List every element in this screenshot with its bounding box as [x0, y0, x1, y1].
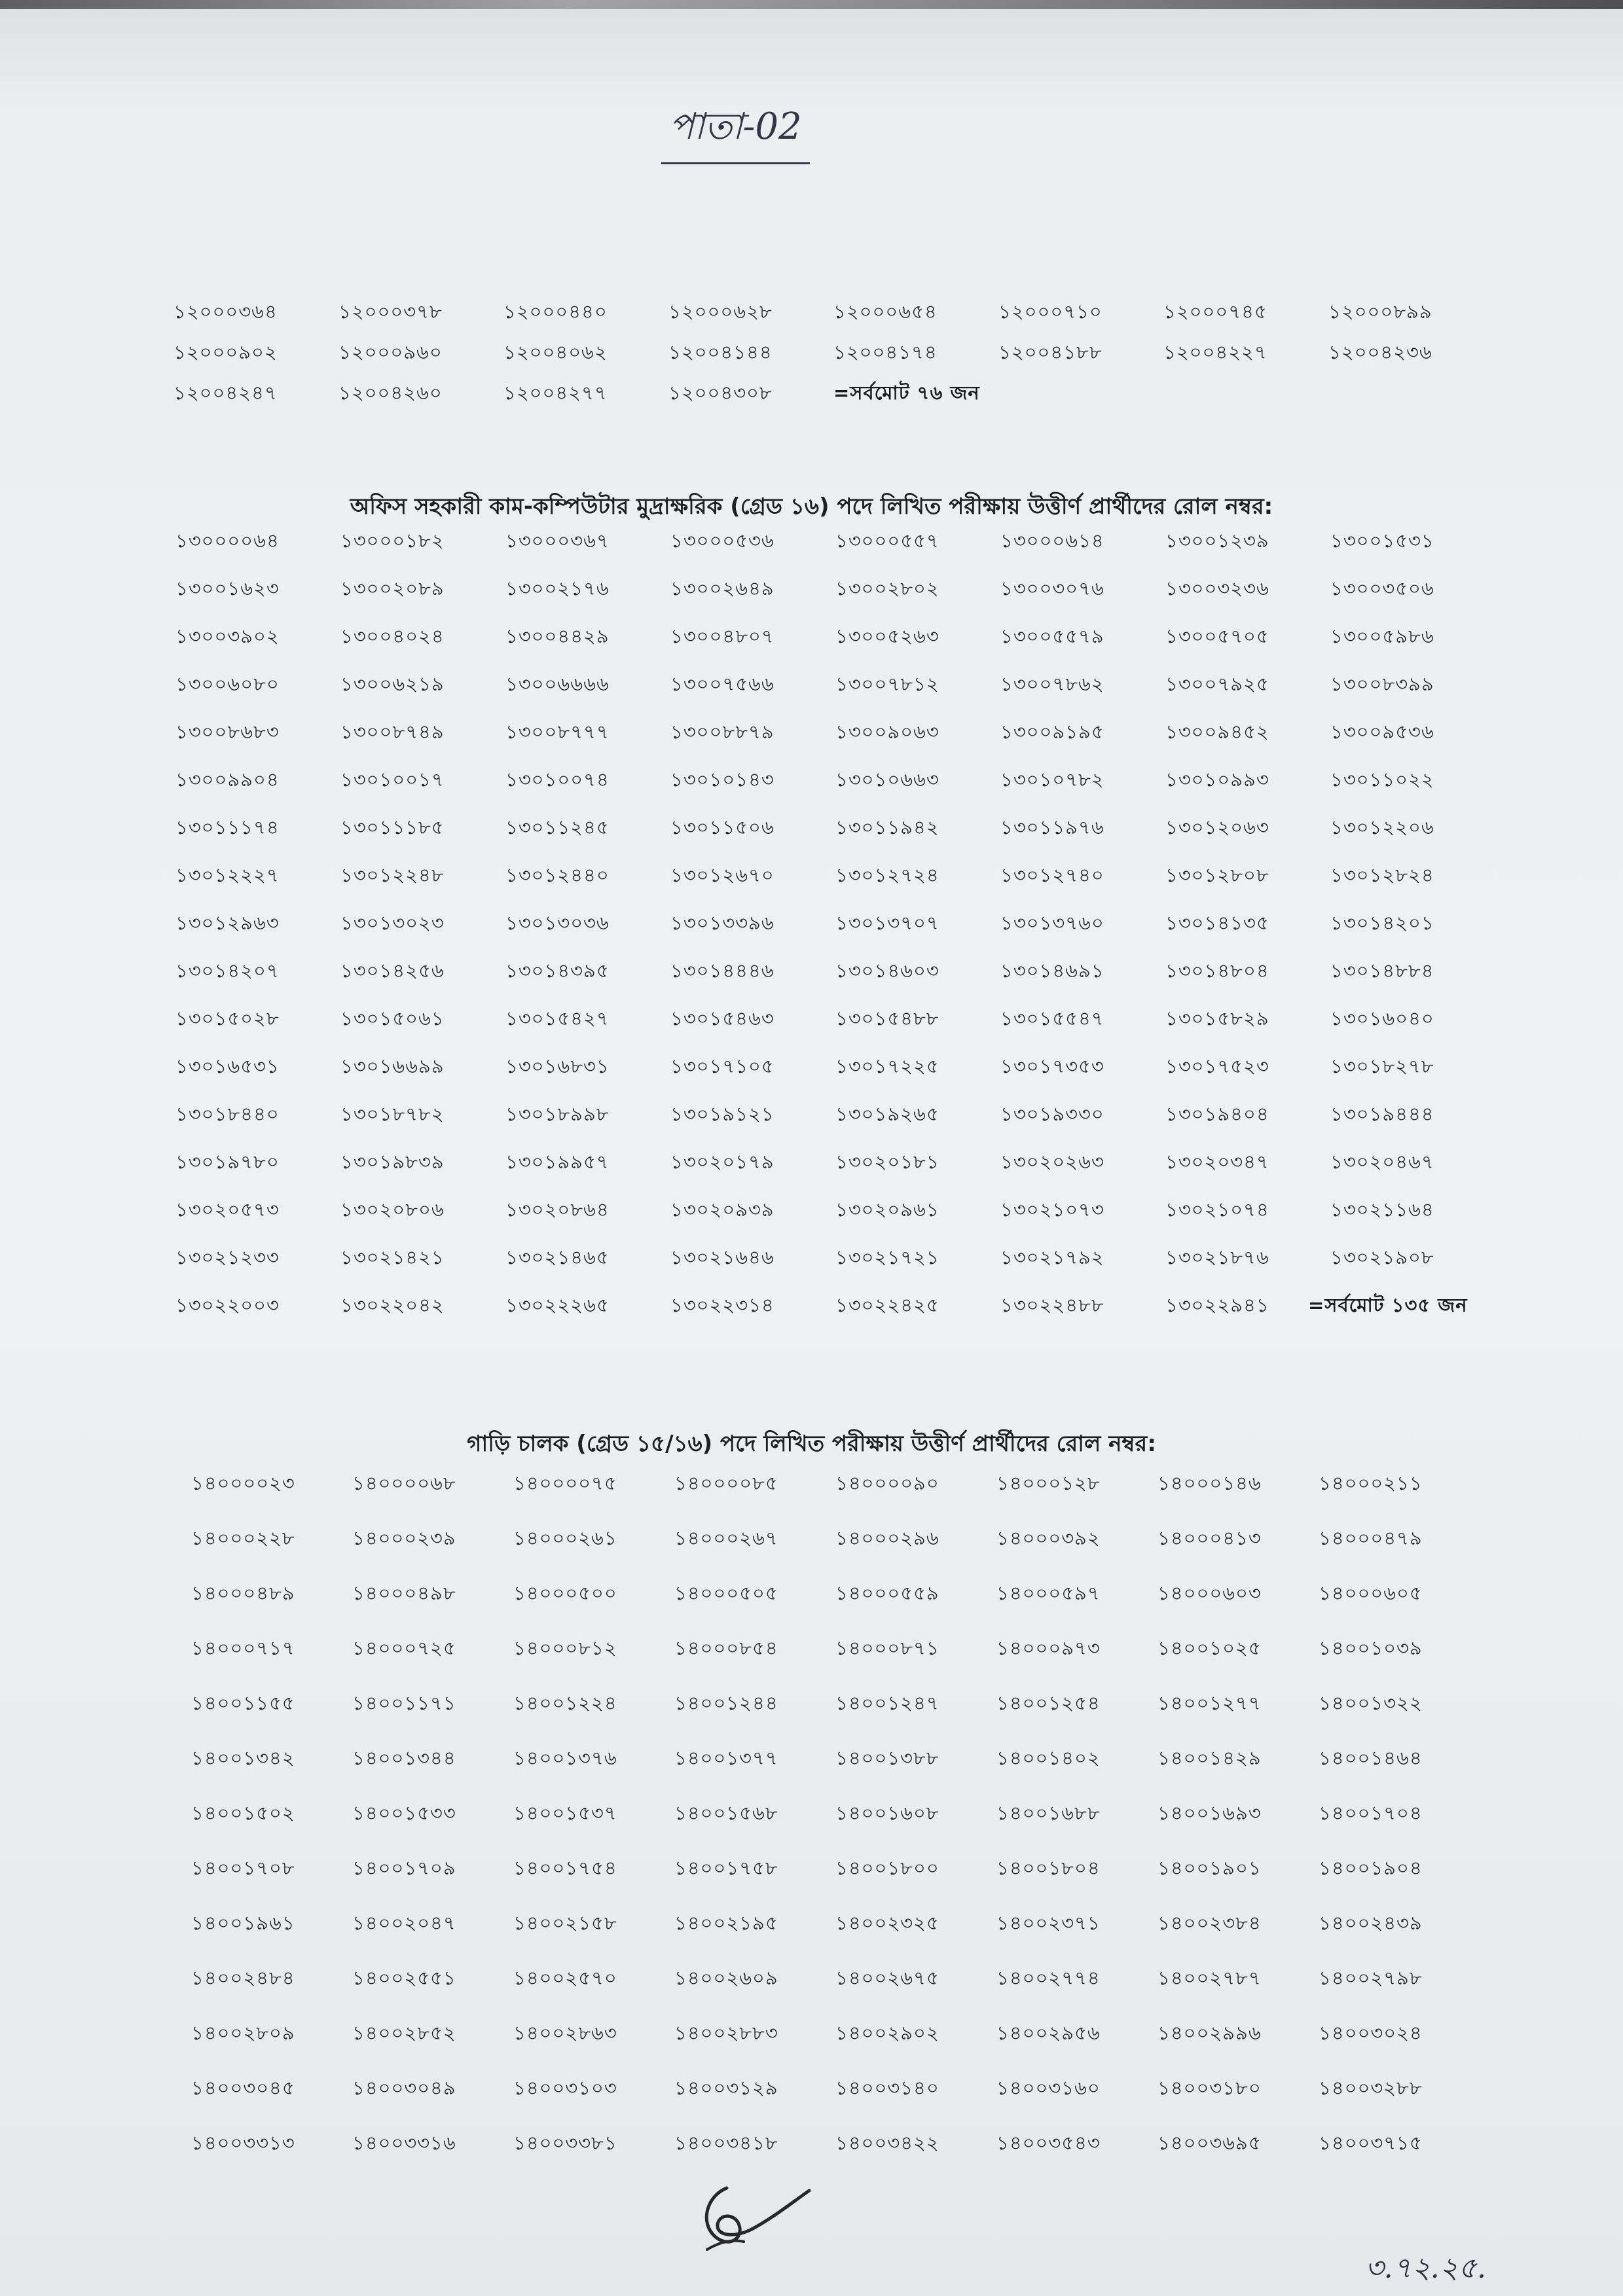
roll-number: ১৩০১৪২০৭: [175, 960, 280, 982]
roll-number: ১৩০২২০৪২: [340, 1294, 445, 1316]
roll-number: ১৪০০১১৭১: [352, 1692, 456, 1714]
roll-number: ১৪০০১১৫৫: [191, 1692, 295, 1714]
roll-number-grid: [191, 1474, 1480, 2189]
roll-number: ১৪০০০৪৭৯: [1319, 1527, 1423, 1549]
roll-number: ১৩০০৯৪৫২: [1165, 721, 1269, 743]
roll-number: ১৪০০২৩৮৪: [1158, 1912, 1262, 1934]
roll-number: ১৪০০১৪০২: [996, 1747, 1101, 1769]
roll-number: ১৩০০১৫৩১: [1330, 529, 1434, 552]
roll-number: ১৩০০০৫৫৭: [835, 529, 939, 552]
roll-number: ১৩০১৫৪৬৩: [670, 1007, 775, 1030]
roll-number: ১৪০০১৯৬১: [191, 1912, 295, 1934]
roll-number: ১৪০০১৪২৯: [1158, 1747, 1262, 1769]
roll-number: ১৪০০০৮১২: [513, 1637, 617, 1659]
roll-number: ১৪০০৩৪১৮: [674, 2132, 778, 2154]
roll-number: ১৩০১১৯৪২: [835, 816, 939, 838]
roll-number: ১২০০৪১৭৪: [833, 341, 938, 363]
roll-number: ১৩০০৮৭৭৭: [505, 721, 610, 743]
roll-number: ১৪০০৩২৮৮: [1319, 2077, 1423, 2099]
roll-number: ১৪০০২৭৭৪: [996, 1967, 1101, 1989]
roll-number: ১৪০০২৭৮৭: [1158, 1967, 1262, 1989]
roll-number: ১২০০০৭১০: [998, 300, 1103, 323]
roll-number: ১৪০০১২৪৭: [835, 1692, 939, 1714]
roll-number: ১২০০৪১৪৪: [668, 341, 773, 363]
roll-number: ১২০০০৮৯৯: [1328, 300, 1432, 323]
roll-number: ১২০০৪২৩৬: [1328, 341, 1432, 363]
roll-number: ১৪০০২৪৩৯: [1319, 1912, 1423, 1934]
roll-number: ১৩০১৭২২৫: [835, 1055, 939, 1077]
roll-number: ১৩০০৯৯০৪: [175, 768, 280, 791]
roll-number: ১৪০০৩৩১৬: [352, 2132, 456, 2154]
roll-number: ১৪০০৩১৬০: [996, 2077, 1101, 2099]
roll-number: ১৩০১২৬৭০: [670, 864, 775, 886]
roll-number: ১৪০০০০৭৫: [513, 1472, 617, 1494]
roll-number: ১৩০০০০৬৪: [175, 529, 280, 552]
roll-number: ১২০০৪২৪৭: [173, 382, 278, 404]
roll-number: ১৪০০১৬৯৩: [1158, 1802, 1262, 1824]
roll-number: ১৩০২১৮৭৬: [1165, 1246, 1269, 1268]
roll-number: ১৪০০৩১২৯: [674, 2077, 778, 2099]
roll-number: ১৩০১০৬৬৩: [835, 768, 939, 791]
roll-number: ১৩০২১১৬৪: [1330, 1198, 1434, 1221]
roll-number: ১৪০০২৩৭১: [996, 1912, 1101, 1934]
roll-number: ১৩০১৯৯৫৭: [505, 1151, 610, 1173]
roll-number: ১৩০২০৯৩৯: [670, 1198, 775, 1221]
roll-number: ১৪০০০৪১৩: [1158, 1527, 1262, 1549]
roll-number: ১৩০২২৯৪১: [1165, 1294, 1269, 1316]
roll-number: ১৩০১৬৮৩১: [505, 1055, 610, 1077]
roll-number: ১৪০০১০৩৯: [1319, 1637, 1423, 1659]
roll-number: ১৩০২১৭৯২: [1000, 1246, 1104, 1268]
roll-number: ১২০০০৭৪৫: [1163, 300, 1267, 323]
roll-number: ১৩০১৪২৫৬: [340, 960, 445, 982]
roll-number: ১৩০২০৯৬১: [835, 1198, 939, 1221]
roll-number: ১৩০০৫৫৭৯: [1000, 625, 1104, 647]
roll-number: ১৩০১৯২৬৫: [835, 1103, 939, 1125]
roll-number: ১৪০০০২২৮: [191, 1527, 295, 1549]
roll-number: ১৩০২১২৩৩: [175, 1246, 280, 1268]
roll-number: ১৩০০৬০৮০: [175, 673, 280, 695]
roll-number: ১৪০০১৩৮৮: [835, 1747, 939, 1769]
roll-number: ১৪০০১৭০৯: [352, 1857, 456, 1879]
roll-number: ১৪০০২১৫৮: [513, 1912, 617, 1934]
roll-number: ১৩০১১২৪৫: [505, 816, 610, 838]
roll-number: ১৪০০৩০৪৯: [352, 2077, 456, 2099]
roll-number: ১৪০০০৫৯৭: [996, 1582, 1101, 1604]
roll-number: ১৪০০০১৪৬: [1158, 1472, 1262, 1494]
roll-number: ১৩০০৮৭৪৯: [340, 721, 445, 743]
roll-number: ১৩০১৪২০১: [1330, 912, 1434, 934]
roll-number: ১৪০০১৩৪২: [191, 1747, 295, 1769]
roll-number: ১৩০১৩০৩৬: [505, 912, 610, 934]
roll-number: ১৩০০৫৯৮৬: [1330, 625, 1434, 647]
roll-number: ১৪০০০২৬১: [513, 1527, 617, 1549]
roll-number: ১৪০০০০৯০: [835, 1472, 939, 1494]
roll-number: ১৩০২১৬৪৬: [670, 1246, 775, 1268]
roll-number: ১৪০০১৭৫৮: [674, 1857, 778, 1879]
roll-number: ১৩০২০৮০৬: [340, 1198, 445, 1221]
roll-number: ১৩০১৪৮৮৪: [1330, 960, 1434, 982]
roll-number: ১৪০০১৯০১: [1158, 1857, 1262, 1879]
roll-number: ১৪০০০৪৮৯: [191, 1582, 295, 1604]
roll-number: ১৩০২১৭২১: [835, 1246, 939, 1268]
roll-number: ১৩০১৪৬০৩: [835, 960, 939, 982]
roll-number: ১৩০১৬৫৩১: [175, 1055, 280, 1077]
roll-number: ১২০০০৩৬৪: [173, 300, 278, 323]
roll-number: ১৩০২২৪২৫: [835, 1294, 939, 1316]
roll-number: ১৪০০২৩২৫: [835, 1912, 939, 1934]
roll-number: ১৩০১৭৩৫৩: [1000, 1055, 1104, 1077]
roll-number: ১৩০১২৭২৪: [835, 864, 939, 886]
roll-number: ১৩০২০৫৭৩: [175, 1198, 280, 1221]
roll-number: ১৩০২২২৬৫: [505, 1294, 610, 1316]
roll-number: ১৪০০১৭০৮: [191, 1857, 295, 1879]
roll-number: ১৪০০৩০৪৫: [191, 2077, 295, 2099]
roll-number: ১২০০০৩৭৮: [338, 300, 443, 323]
roll-number: ১৩০১৮২৭৮: [1330, 1055, 1434, 1077]
roll-number: ১৩০১১৯৭৬: [1000, 816, 1104, 838]
roll-number: ১৪০০০২১১: [1319, 1472, 1423, 1494]
roll-number: ১৩০১২২২৭: [175, 864, 280, 886]
roll-number: ১৩০১৩৩৯৬: [670, 912, 775, 934]
roll-number: ১৩০০০৬১৪: [1000, 529, 1104, 552]
roll-number: ১৩০১১০২২: [1330, 768, 1434, 791]
roll-number: ১৪০০১০২৫: [1158, 1637, 1262, 1659]
roll-number: ১২০০০৬২৮: [668, 300, 773, 323]
roll-number: ১২০০০৯৬০: [338, 341, 443, 363]
roll-number: ১৩০১২৭৪০: [1000, 864, 1104, 886]
roll-number: ১৪০০১৭৫৪: [513, 1857, 617, 1879]
roll-number: ১৩০২২০০৩: [175, 1294, 280, 1316]
roll-number: ১৩০১১৫০৬: [670, 816, 775, 838]
roll-number: ১৪০০৩১৪০: [835, 2077, 939, 2099]
roll-number: ১৩০১৫৫৪৭: [1000, 1007, 1104, 1030]
roll-number: ১৩০০২১৭৬: [505, 577, 610, 600]
roll-number: ১৩০১৪৬৯১: [1000, 960, 1104, 982]
roll-number: ১৪০০২৮৮৩: [674, 2022, 778, 2044]
roll-number: ১৪০০২৮৫২: [352, 2022, 456, 2044]
roll-number: ১৩০০৪৮০৭: [670, 625, 775, 647]
roll-number: ১৩০০২৮০২: [835, 577, 939, 600]
handwritten-date: ৩.৭২.২৫.: [1365, 2251, 1486, 2285]
roll-number: ১৩০০৭৮৬২: [1000, 673, 1104, 695]
roll-number: ১৩০১৩৭০৭: [835, 912, 939, 934]
section-heading: গাড়ি চালক (গ্রেড ১৫/১৬) পদে লিখিত পরীক্ষায় উত্তীর্ণ প্রার্থীদের রোল নম্বর:: [467, 1431, 1156, 1457]
roll-number: ১৪০০২৫৭০: [513, 1967, 617, 1989]
roll-number: ১৩০২০২৬৩: [1000, 1151, 1104, 1173]
roll-number: ১৪০০০৫০০: [513, 1582, 617, 1604]
roll-number: ১৪০০১২৪৪: [674, 1692, 778, 1714]
roll-number: ১৪০০১৫০২: [191, 1802, 295, 1824]
roll-number: ১৪০০২৮৬৩: [513, 2022, 617, 2044]
roll-number: ১৩০১২৯৬৩: [175, 912, 280, 934]
roll-number: ১৪০০১৮০৪: [996, 1857, 1101, 1879]
roll-number: ১৪০০৩১০৩: [513, 2077, 617, 2099]
roll-number: ১২০০০৯০২: [173, 341, 278, 363]
handwritten-signature: [681, 2176, 812, 2258]
roll-number: ১৪০০০৫০৫: [674, 1582, 778, 1604]
roll-number: ১২০০০৪৪০: [503, 300, 608, 323]
roll-number: ১৩০২০১৭৯: [670, 1151, 775, 1173]
roll-number: ১৩০১২৮২৪: [1330, 864, 1434, 886]
roll-number: ১৩০১১১৮৫: [340, 816, 445, 838]
roll-number: ১৩০১৯৮৩৯: [340, 1151, 445, 1173]
roll-number: ১৪০০২১৯৫: [674, 1912, 778, 1934]
roll-number-grid: [173, 302, 1493, 424]
roll-number: ১৩০১০০১৭: [340, 768, 445, 791]
roll-number: ১৩০০৬২১৯: [340, 673, 445, 695]
roll-number: ১৪০০২৭৯৮: [1319, 1967, 1423, 1989]
roll-number: ১৩০০২০৮৯: [340, 577, 445, 600]
roll-number: ১৩০১৪৪৪৬: [670, 960, 775, 982]
roll-number: ১৩০১৩৭৬০: [1000, 912, 1104, 934]
roll-number: ১৩০১৯৭৮০: [175, 1151, 280, 1173]
roll-number: ১৩০০২৬৪৯: [670, 577, 775, 600]
roll-number: ১৪০০১৮০০: [835, 1857, 939, 1879]
roll-number: ১৪০০১৩৪৪: [352, 1747, 456, 1769]
roll-number: ১৪০০০৮৫৪: [674, 1637, 778, 1659]
roll-number: ১২০০৪৩০৮: [668, 382, 773, 404]
roll-number: ১৩০১৮৪৪০: [175, 1103, 280, 1125]
roll-number: ১৪০০৩১৮০: [1158, 2077, 1262, 2099]
roll-number: ১৩০১৫০২৮: [175, 1007, 280, 1030]
roll-number: ১৪০০১৫৬৮: [674, 1802, 778, 1824]
roll-number: ১৩০০৯০৬৩: [835, 721, 939, 743]
roll-number: ১৩০১৬০৪০: [1330, 1007, 1434, 1030]
roll-number: ১৩০০০৩৬৭: [505, 529, 610, 552]
roll-number: ১৪০০০৮৭১: [835, 1637, 939, 1659]
roll-number: ১৪০০০৩৯২: [996, 1527, 1101, 1549]
roll-number: ১৩০১৫৪২৭: [505, 1007, 610, 1030]
roll-number: ১২০০৪২৭৭: [503, 382, 608, 404]
roll-number: ১৩০১৯৪৪৪: [1330, 1103, 1434, 1125]
roll-number: ১৩০১৪৩৯৫: [505, 960, 610, 982]
roll-number: ১৪০০১৩৭৭: [674, 1747, 778, 1769]
roll-number: ১৩০২০৪৬৭: [1330, 1151, 1434, 1173]
roll-number: ১৪০০০২৬৭: [674, 1527, 778, 1549]
roll-number: ১২০০৪০৬২: [503, 341, 608, 363]
roll-number: ১২০০৪২৬০: [338, 382, 443, 404]
roll-number: ১৩০১৫৪৮৮: [835, 1007, 939, 1030]
roll-number: ১৩০১০৯৯৩: [1165, 768, 1269, 791]
roll-number: ১৪০০০৭২৫: [352, 1637, 456, 1659]
roll-number: ১৪০০১৬৮৮: [996, 1802, 1101, 1824]
roll-number: ১৪০০১৯০৪: [1319, 1857, 1423, 1879]
roll-number: ১৪০০০৪৯৮: [352, 1582, 456, 1604]
section-heading: অফিস সহকারী কাম-কম্পিউটার মুদ্রাক্ষরিক (গ্রেড ১৬) পদে লিখিত পরীক্ষায় উত্তীর্ণ প্রার্থীদের রোল নম্বর:: [350, 493, 1273, 520]
roll-number: ১৩০২১৯০৮: [1330, 1246, 1434, 1268]
roll-number: ১৩০১০১৪৩: [670, 768, 775, 791]
roll-number: ১৪০০০৬০৩: [1158, 1582, 1262, 1604]
roll-number: ১৩০০১৬২৩: [175, 577, 280, 600]
roll-number: ১৪০০১৩৭৬: [513, 1747, 617, 1769]
roll-number: ১৩০০৭৯২৫: [1165, 673, 1269, 695]
roll-number: ১৪০০০২৯৬: [835, 1527, 939, 1549]
roll-number: ১৩০২১৪২১: [340, 1246, 445, 1268]
roll-number: ১৩০১২০৬৩: [1165, 816, 1269, 838]
roll-number: ১৪০০২৯৯৬: [1158, 2022, 1262, 2044]
roll-number: ১৩০২২৪৮৮: [1000, 1294, 1104, 1316]
roll-number: ১৩০১৯১২১: [670, 1103, 775, 1125]
roll-number: ১৩০০৩২৩৬: [1165, 577, 1269, 600]
roll-number: ১৩০০৮৮৭৯: [670, 721, 775, 743]
page-number-label: পাতা-02: [661, 98, 810, 164]
total-count: =সর্বমোট ১৩৫ জন: [1308, 1294, 1468, 1316]
roll-number: ১৩০১৪১৩৫: [1165, 912, 1269, 934]
roll-number: ১৩০১৪৮০৪: [1165, 960, 1269, 982]
roll-number: ১৪০০১৪৬৪: [1319, 1747, 1423, 1769]
roll-number: ১৩০১৫০৬১: [340, 1007, 445, 1030]
roll-number: ১২০০৪১৮৮: [998, 341, 1103, 363]
roll-number: ১৪০০০৫৫৯: [835, 1582, 939, 1604]
roll-number: ১৩০২১৪৬৫: [505, 1246, 610, 1268]
roll-number: ১৪০০১২৭৭: [1158, 1692, 1262, 1714]
roll-number: ১৩০১৭৫২৩: [1165, 1055, 1269, 1077]
roll-number: ১৪০০২৮০৯: [191, 2022, 295, 2044]
roll-number: ১৪০০০২৩৯: [352, 1527, 456, 1549]
roll-number: ১৩০১৩০২৩: [340, 912, 445, 934]
roll-number: ১৩০২২৩১৪: [670, 1294, 775, 1316]
roll-number: ১৩০০০৫৩৬: [670, 529, 775, 552]
roll-number: ১৪০০৩৪২২: [835, 2132, 939, 2154]
roll-number: ১৪০০১৩২২: [1319, 1692, 1423, 1714]
roll-number: ১৩০০৮৬৮৩: [175, 721, 280, 743]
roll-number: ১৪০০১৬০৮: [835, 1802, 939, 1824]
roll-number: ১৩০২১০৭৩: [1000, 1198, 1104, 1221]
roll-number: ১৪০০৩৫৪৩: [996, 2132, 1101, 2154]
roll-number: ১৩০১৫৮২৯: [1165, 1007, 1269, 1030]
roll-number: ১৩০০৭৮১২: [835, 673, 939, 695]
roll-number: ১৩০১২২৪৮: [340, 864, 445, 886]
roll-number: ১৩০২০৩৪৭: [1165, 1151, 1269, 1173]
roll-number: ১৩০১৬৬৯৯: [340, 1055, 445, 1077]
roll-number: ১২০০৪২২৭: [1163, 341, 1267, 363]
roll-number: ১৪০০৩৩১৩: [191, 2132, 295, 2154]
roll-number: ১৩০০৩০৭৬: [1000, 577, 1104, 600]
roll-number: ১৩০০৬৬৬৬: [505, 673, 610, 695]
roll-number: ১৪০০১২৫৪: [996, 1692, 1101, 1714]
photo-top-edge: [0, 0, 1623, 9]
roll-number: ১৩০১৮৯৯৮: [505, 1103, 610, 1125]
roll-number: ১৩০১৯৪০৪: [1165, 1103, 1269, 1125]
roll-number: ১৪০০১৫৩৭: [513, 1802, 617, 1824]
roll-number: ১৩০১২২০৬: [1330, 816, 1434, 838]
roll-number: ১৩০১১১৭৪: [175, 816, 280, 838]
roll-number: ১৪০০০০৮৫: [674, 1472, 778, 1494]
roll-number: ১৩০০৭৫৬৬: [670, 673, 775, 695]
roll-number-grid: [175, 531, 1495, 1344]
roll-number: ১৪০০২৪৮৪: [191, 1967, 295, 1989]
roll-number: ১৩০১৭১০৫: [670, 1055, 775, 1077]
roll-number: ১৪০০৩৭১৫: [1319, 2132, 1423, 2154]
roll-number: ১৪০০২৬৭৫: [835, 1967, 939, 1989]
roll-number: ১৩০১০৭৮২: [1000, 768, 1104, 791]
roll-number: ১৪০০১২২৪: [513, 1692, 617, 1714]
roll-number: ১৩০০১২৩৯: [1165, 529, 1269, 552]
roll-number: ১৩০১৯৩৩০: [1000, 1103, 1104, 1125]
roll-number: ১৩০১০০৭৪: [505, 768, 610, 791]
roll-number: ১৩০০৯৫৩৬: [1330, 721, 1434, 743]
roll-number: ১৩০০৪০২৪: [340, 625, 445, 647]
roll-number: ১৩০০৪৪২৯: [505, 625, 610, 647]
roll-number: ১৩০০৩৫০৬: [1330, 577, 1434, 600]
roll-number: ১৩০১২৮০৮: [1165, 864, 1269, 886]
roll-number: ১৪০০১৭০৪: [1319, 1802, 1423, 1824]
roll-number: ১৪০০৩৬৯৫: [1158, 2132, 1262, 2154]
roll-number: ১৩০০৩৯০২: [175, 625, 280, 647]
roll-number: ১৩০১৮৭৮২: [340, 1103, 445, 1125]
roll-number: ১৪০০৩৩৮১: [513, 2132, 617, 2154]
roll-number: ১৩০১২৪৪০: [505, 864, 610, 886]
roll-number: ১৪০০০৬০৫: [1319, 1582, 1423, 1604]
roll-number: ১৩০০৫৭০৫: [1165, 625, 1269, 647]
roll-number: ১৪০০২৯৫৬: [996, 2022, 1101, 2044]
roll-number: ১৪০০১৫৩৩: [352, 1802, 456, 1824]
roll-number: ১৩০২১০৭৪: [1165, 1198, 1269, 1221]
roll-number: ১৩০০৮৩৯৯: [1330, 673, 1434, 695]
roll-number: ১৪০০৩০২৪: [1319, 2022, 1423, 2044]
roll-number: ১৩০০০১৮২: [340, 529, 445, 552]
roll-number: ১৪০০০০২৩: [191, 1472, 295, 1494]
roll-number: ১৩০০৯১৯৫: [1000, 721, 1104, 743]
roll-number: ১৪০০২৬০৯: [674, 1967, 778, 1989]
roll-number: ১৪০০০১২৮: [996, 1472, 1101, 1494]
roll-number: ১৪০০২৯০২: [835, 2022, 939, 2044]
roll-number: ১২০০০৬৫৪: [833, 300, 938, 323]
roll-number: ১৪০০০৭১৭: [191, 1637, 295, 1659]
roll-number: ১৩০২০১৮১: [835, 1151, 939, 1173]
roll-number: ১৪০০২৫৫১: [352, 1967, 456, 1989]
total-count: =সর্বমোট ৭৬ জন: [833, 382, 980, 404]
roll-number: ১৪০০০৯৭৩: [996, 1637, 1101, 1659]
roll-number: ১৪০০০০৬৮: [352, 1472, 456, 1494]
roll-number: ১৩০০৫২৬৩: [835, 625, 939, 647]
roll-number: ১৪০০২০৪৭: [352, 1912, 456, 1934]
roll-number: ১৩০২০৮৬৪: [505, 1198, 610, 1221]
